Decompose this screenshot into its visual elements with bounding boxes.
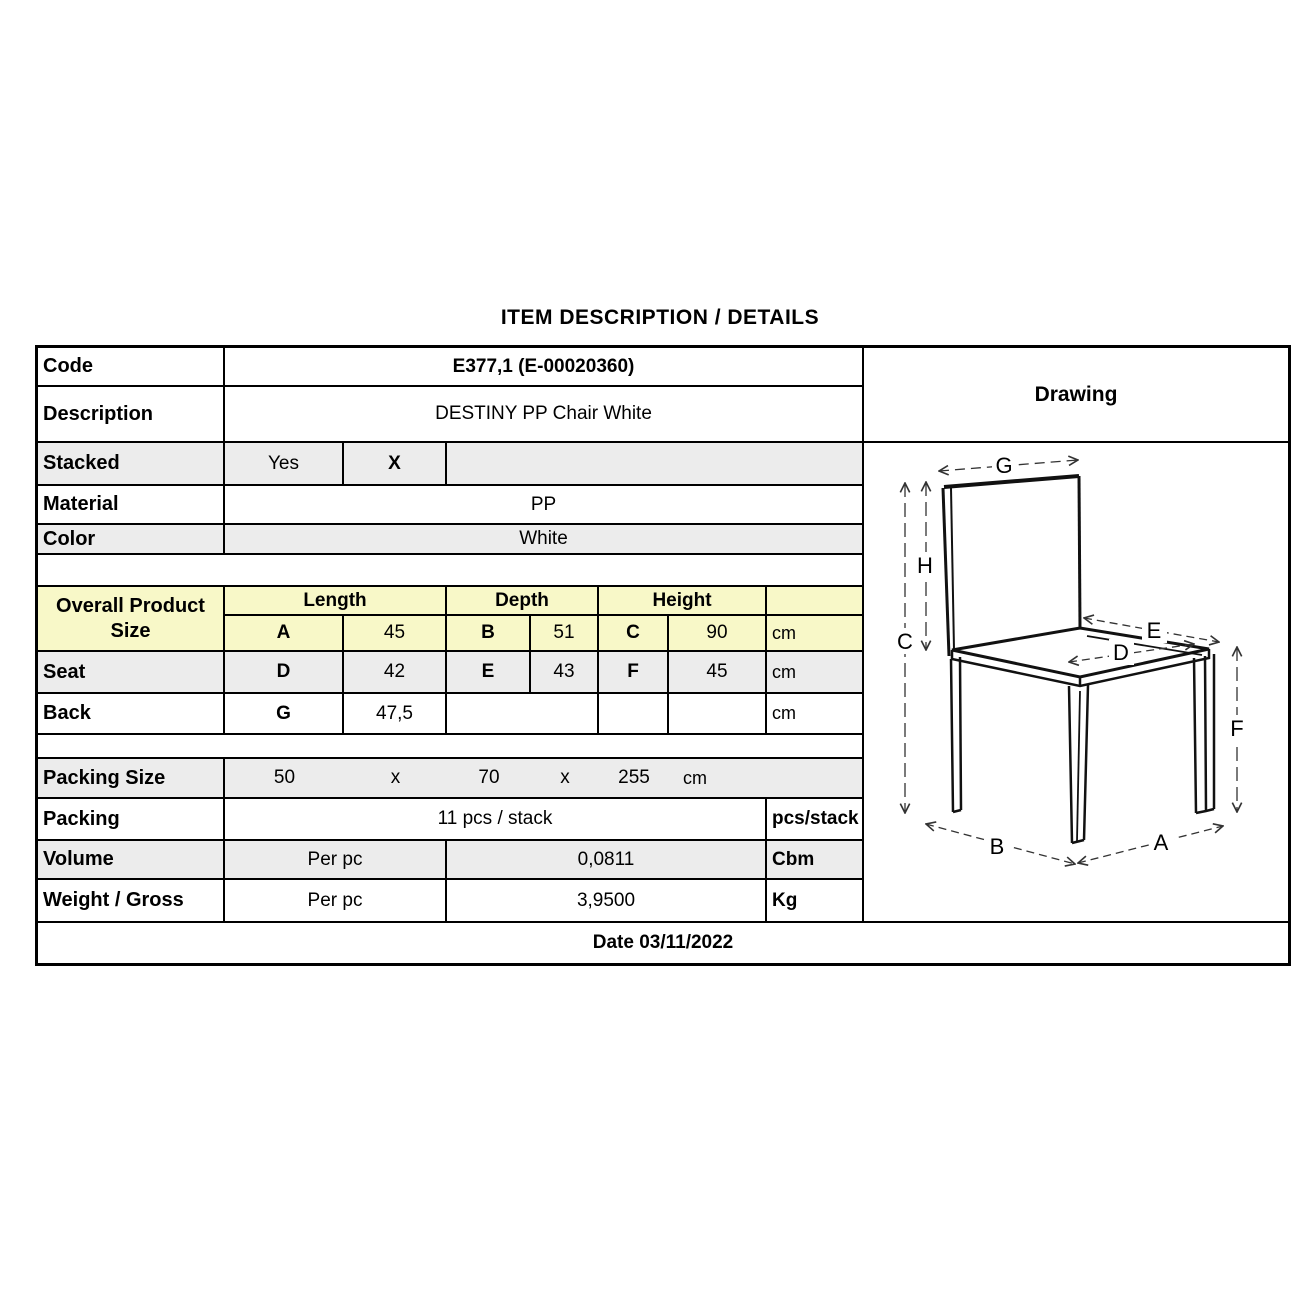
stacked-mark: X [344,443,447,484]
packing-size-v3: 255 [618,767,650,788]
dim-e-key: E [447,652,531,692]
dim-d-key: D [225,652,344,692]
dim-g-key: G [225,694,344,733]
packing-size-v2: 70 [478,767,500,788]
packing-label: Packing [38,799,225,839]
row-material [38,486,862,525]
dim-label-b: B [989,834,1005,859]
dim-c-value: 90 [669,616,767,650]
description-label: Description [38,387,225,441]
packing-size-v1: 50 [273,767,296,788]
col-depth-header: Depth [447,587,599,614]
row-weight [38,880,862,921]
back-unit: cm [772,703,796,723]
overall-size-label [38,587,225,650]
weight-value: 3,9500 [447,880,767,921]
dim-b-value: 51 [531,616,599,650]
code-label: Code [38,348,225,385]
overall-size-values-row [225,616,862,650]
drawing-panel [862,348,1288,921]
sheet-main [38,348,1288,923]
code-value: E377,1 (E-00020360) [452,355,635,377]
spacer-row [38,555,862,587]
weight-per: Per pc [225,880,447,921]
dim-b-key: B [447,616,531,650]
packing-value: 11 pcs / stack [225,799,767,839]
volume-per: Per pc [225,841,447,878]
dim-c-key: C [599,616,669,650]
stacked-empty [447,443,862,484]
back-empty-1 [447,694,599,733]
row-overall-product-size [38,587,862,652]
dim-label-a: A [1153,830,1169,855]
col-unit-header-empty [767,587,862,614]
back-empty-2 [599,694,669,733]
drawing-body [864,443,1288,921]
date-row: Date 03/11/2022 [592,932,734,953]
dim-label-g: G [995,453,1013,478]
row-back [38,694,862,735]
volume-value: 0,0811 [447,841,767,878]
col-length-header: Length [225,587,447,614]
stacked-yes: Yes [225,443,344,484]
overall-size-label-line1: Overall Product [56,594,205,617]
spec-area [38,348,862,921]
dim-d-value: 42 [344,652,447,692]
color-value: White [519,528,568,549]
dim-f-key: F [599,652,669,692]
color-label: Color [38,525,225,553]
row-description [38,387,862,443]
dim-g-value: 47,5 [344,694,447,733]
packing-unit: pcs/stack [772,808,859,829]
dim-f-value: 45 [669,652,767,692]
description-value: DESTINY PP Chair White [435,403,652,424]
col-height-header: Height [599,587,767,614]
seat-label: Seat [38,652,225,692]
dim-a-key: A [225,616,344,650]
dim-e-value: 43 [531,652,599,692]
spec-sheet-table [35,345,1291,966]
dim-a-value: 45 [344,616,447,650]
packing-size-label: Packing Size [38,759,225,797]
dim-label-f: F [1230,716,1244,741]
row-code [38,348,862,387]
stacked-label: Stacked [38,443,225,484]
seat-unit: cm [772,661,796,682]
packing-size-empty [767,759,862,797]
dim-label-c: C [897,629,913,654]
overall-size-label-line2: Size [110,619,151,642]
overall-size-unit: cm [767,616,862,650]
overall-size-grid [225,587,862,650]
volume-unit: Cbm [772,848,815,870]
overall-size-header-row [225,587,862,616]
volume-label: Volume [38,841,225,878]
spacer-row [38,735,862,759]
row-seat [38,652,862,694]
row-volume [38,841,862,880]
packing-size-unit: cm [683,767,707,788]
row-packing [38,799,862,841]
chair-outline [943,476,1214,843]
row-color [38,525,862,555]
packing-size-x2: x [560,767,570,788]
material-label: Material [38,486,225,523]
dim-label-e: E [1146,618,1162,643]
page-title: ITEM DESCRIPTION / DETAILS [500,306,820,329]
back-empty-3 [669,694,767,733]
packing-size-x1: x [390,767,401,788]
dim-label-h: H [917,553,933,578]
dim-label-d: D [1113,640,1129,665]
drawing-header: Drawing [864,348,1288,443]
back-label: Back [38,694,225,733]
material-value: PP [530,493,557,515]
chair-drawing [864,443,1285,914]
row-packing-size [38,759,862,799]
weight-label: Weight / Gross [38,880,225,921]
row-stacked [38,443,862,486]
weight-unit: Kg [772,889,798,911]
